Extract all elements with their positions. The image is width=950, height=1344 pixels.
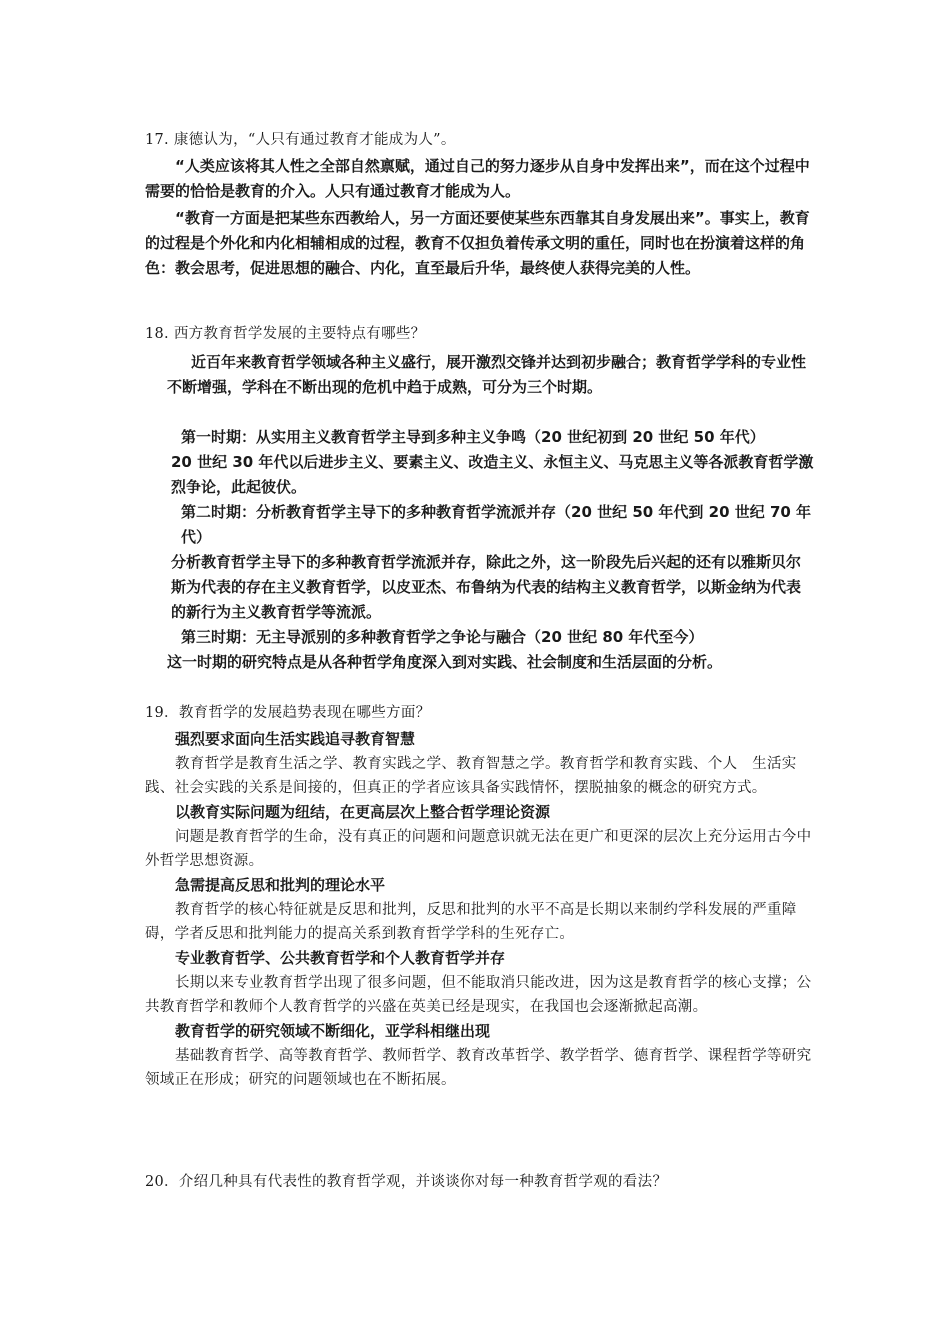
trend-heading: 急需提高反思和批判的理论水平 bbox=[175, 876, 386, 894]
question-18-title: 18. 西方教育哲学发展的主要特点有哪些？ bbox=[145, 326, 426, 342]
question-17-paragraph-2: “教育一方面是把某些东西教给人，另一方面还要使某些东西靠其自身发展出来”。事实上，教育的过程是个外化和内化相辅相成的过程，教育不仅担负着传承文明的重任，同时也在扮演着这样的角色：教会思考，促进思想的融合、内化，直至最后升华，最终使人获得完美的人性。 bbox=[145, 209, 810, 277]
period-3-text: 这一时期的研究特点是从各种哲学角度深入到对实践、社会制度和生活层面的分析。 bbox=[167, 653, 723, 671]
trend-heading: 教育哲学的研究领域不断细化，亚学科相继出现 bbox=[175, 1022, 491, 1040]
trend-heading: 强烈要求面向生活实践追寻教育智慧 bbox=[175, 730, 416, 748]
question-20 bbox=[145, 1170, 815, 1194]
period-1-text: 20 世纪 30 年代以后进步主义、要素主义、改造主义、永恒主义、马克思主义等各派教育哲学激烈争论，此起彼伏。 bbox=[171, 453, 814, 496]
question-20-title: 20．介绍几种具有代表性的教育哲学观，并谈谈你对每一种教育哲学观的看法？ bbox=[145, 1174, 668, 1190]
period-1-heading: 第一时期：从实用主义教育哲学主导到多种主义争鸣（20 世纪初到 20 世纪 50 年代） bbox=[181, 428, 765, 446]
trend-text: 问题是教育哲学的生命，没有真正的问题和问题意识就无法在更广和更深的层次上充分运用古今中外哲学思想资源。 bbox=[145, 829, 812, 869]
period-2-text: 分析教育哲学主导下的多种教育哲学流派并存，除此之外，这一阶段先后兴起的还有以雅斯贝尔斯为代表的存在主义教育哲学，以皮亚杰、布鲁纳为代表的结构主义教育哲学，以斯金纳为代表的新行为主义教育哲学等流派。 bbox=[171, 553, 802, 621]
trend-text: 基础教育哲学、高等教育哲学、教师哲学、教育改革哲学、教学哲学、德育哲学、课程哲学等研究领域正在形成；研究的问题领域也在不断拓展。 bbox=[145, 1048, 812, 1088]
question-17 bbox=[145, 128, 815, 281]
trend-heading: 以教育实际问题为纽结，在更高层次上整合哲学理论资源 bbox=[175, 803, 551, 821]
trend-text: 教育哲学的核心特征就是反思和批判，反思和批判的水平不高是长期以来制约学科发展的严重障碍，学者反思和批判能力的提高关系到教育哲学学科的生死存亡。 bbox=[145, 902, 797, 942]
question-18-intro: 近百年来教育哲学领域各种主义盛行，展开激烈交锋并达到初步融合；教育哲学学科的专业性不断增强，学科在不断出现的危机中趋于成熟，可分为三个时期。 bbox=[167, 353, 807, 396]
trend-text: 教育哲学是教育生活之学、教育实践之学、教育智慧之学。教育哲学和教育实践、个人 生活实践、社会实践的关系是间接的，但真正的学者应该具备实践情怀，摆脱抽象的概念的研究方式。 bbox=[145, 756, 797, 796]
question-19 bbox=[145, 701, 815, 1092]
question-18 bbox=[145, 322, 815, 675]
period-2-heading: 第二时期：分析教育哲学主导下的多种教育哲学流派并存（20 世纪 50 年代到 20 世纪 70 年代） bbox=[181, 503, 812, 546]
period-3-heading: 第三时期：无主导派别的多种教育哲学之争论与融合（20 世纪 80 年代至今） bbox=[181, 628, 704, 646]
question-17-paragraph-1: “人类应该将其人性之全部自然禀赋，通过自己的努力逐步从自身中发挥出来”，而在这个过程中需要的恰恰是教育的介入。人只有通过教育才能成为人。 bbox=[145, 157, 810, 200]
trend-heading: 专业教育哲学、公共教育哲学和个人教育哲学并存 bbox=[175, 949, 506, 967]
question-17-title: 17. 康德认为，“人只有通过教育才能成为人”。 bbox=[145, 132, 456, 148]
question-19-title: 19．教育哲学的发展趋势表现在哪些方面？ bbox=[145, 705, 431, 721]
trend-text: 长期以来专业教育哲学出现了很多问题，但不能取消只能改进，因为这是教育哲学的核心支撑；公共教育哲学和教师个人教育哲学的兴盛在英美已经是现实，在我国也会逐渐掀起高潮。 bbox=[145, 975, 812, 1015]
